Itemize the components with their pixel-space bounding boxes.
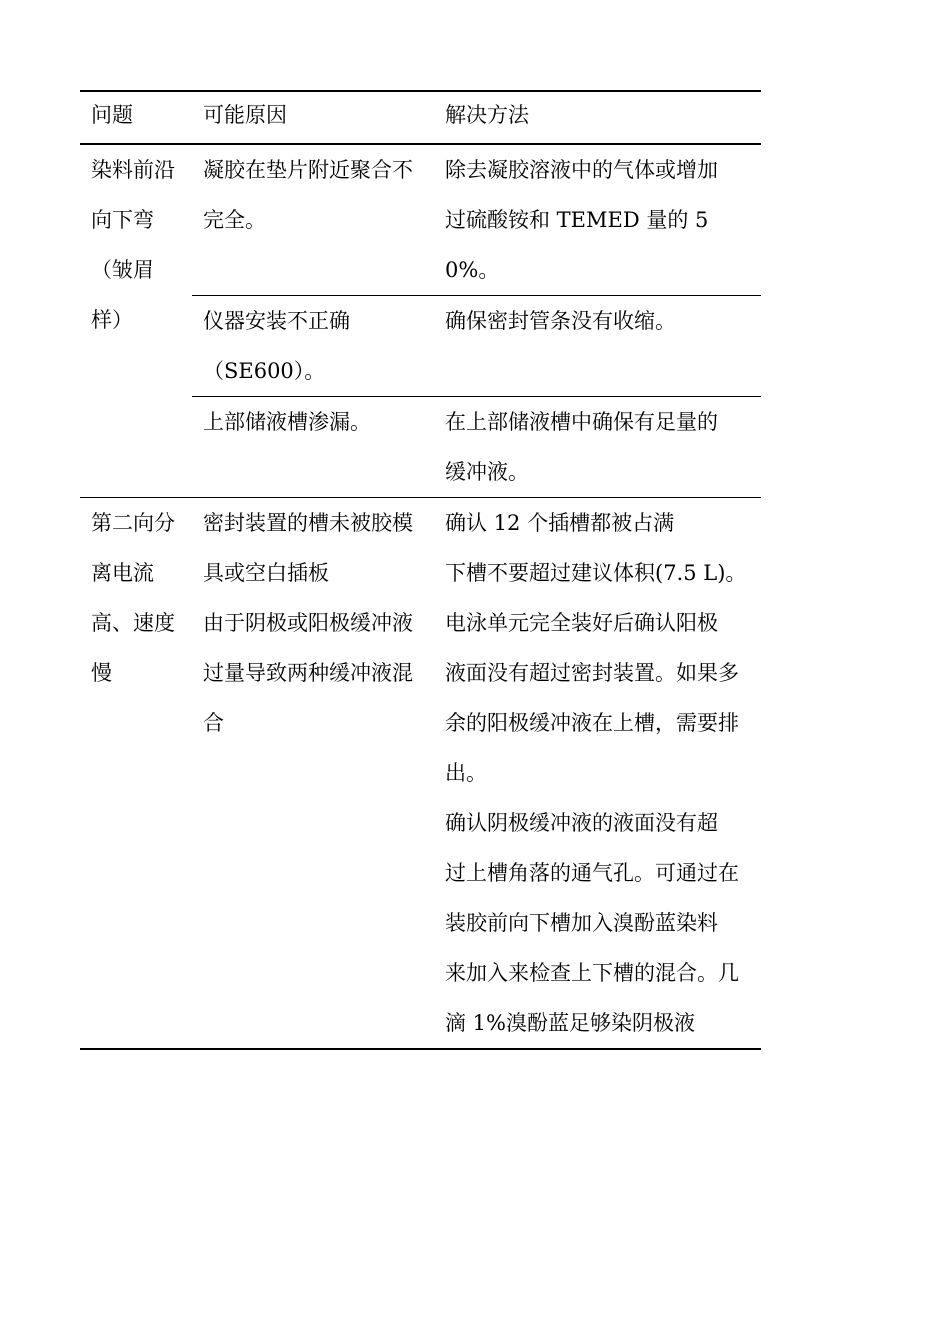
solution-cell — [441, 144, 761, 296]
solution-text-line: 余的阳极缓冲液在上槽，需要排 — [445, 711, 739, 735]
solution-text-line: 电泳单元完全装好后确认阳极 — [445, 611, 718, 635]
problem-text-line: 第二向分 — [91, 511, 175, 535]
cause-text-line: 过量导致两种缓冲液混 — [203, 661, 413, 685]
table-row — [80, 144, 761, 296]
solution-text-line: 在上部储液槽中确保有足量的 — [445, 410, 718, 434]
cause-cell — [192, 144, 441, 296]
troubleshooting-table — [80, 90, 761, 1050]
cause-text-line: 密封装置的槽未被胶模 — [203, 511, 413, 535]
table-header-row — [80, 91, 761, 144]
solution-text-line: 确认 12 个插槽都被占满 — [445, 511, 675, 535]
problem-cell — [80, 498, 192, 1050]
solution-text-line: 确认阴极缓冲液的液面没有超 — [445, 811, 718, 835]
problem-text-line: 离电流 — [91, 561, 154, 585]
cause-text-line: 具或空白插板 — [203, 561, 329, 585]
cause-text-line: （SE600）。 — [203, 359, 326, 383]
problem-cell — [80, 144, 192, 498]
solution-text-line: 下槽不要超过建议体积(7.5 L)。 — [445, 561, 747, 585]
cause-cell — [192, 296, 441, 397]
solution-cell — [441, 397, 761, 498]
solution-text-line: 过上槽角落的通气孔。可通过在 — [445, 861, 739, 885]
solution-text-line: 缓冲液。 — [445, 460, 529, 484]
solution-cell — [441, 498, 761, 1050]
cause-text-line: 上部储液槽渗漏。 — [203, 410, 371, 434]
header-solution: 解决方法 — [445, 103, 529, 127]
problem-text-line: 向下弯 — [91, 208, 154, 232]
cause-cell — [192, 397, 441, 498]
solution-text-line: 除去凝胶溶液中的气体或增加 — [445, 158, 718, 182]
solution-text-line: 装胶前向下槽加入溴酚蓝染料 — [445, 911, 718, 935]
table-row — [80, 498, 761, 1050]
cause-text-line: 凝胶在垫片附近聚合不 — [203, 158, 413, 182]
cause-text-line: 完全。 — [203, 208, 266, 232]
solution-text-line: 滴 1%溴酚蓝足够染阴极液 — [445, 1011, 695, 1035]
problem-text-line: （皱眉 — [91, 258, 154, 282]
problem-text-line: 慢 — [91, 661, 112, 685]
header-problem: 问题 — [91, 103, 133, 127]
solution-text-line: 过硫酸铵和 TEMED 量的 50%。 — [445, 208, 709, 282]
solution-text-line: 来加入来检查上下槽的混合。几 — [445, 961, 739, 985]
solution-text-line: 确保密封管条没有收缩。 — [445, 309, 676, 333]
solution-cell — [441, 296, 761, 397]
problem-text-line: 高、速度 — [91, 611, 175, 635]
solution-text-line: 出。 — [445, 761, 487, 785]
header-cause: 可能原因 — [203, 103, 287, 127]
cause-text-line: 仪器安装不正确 — [203, 309, 350, 333]
cause-text-line: 合 — [203, 711, 224, 735]
cause-cell — [192, 498, 441, 1050]
cause-text-line: 由于阴极或阳极缓冲液 — [203, 611, 413, 635]
problem-text-line: 样） — [91, 308, 133, 332]
solution-text-line: 液面没有超过密封装置。如果多 — [445, 661, 739, 685]
problem-text-line: 染料前沿 — [91, 158, 175, 182]
